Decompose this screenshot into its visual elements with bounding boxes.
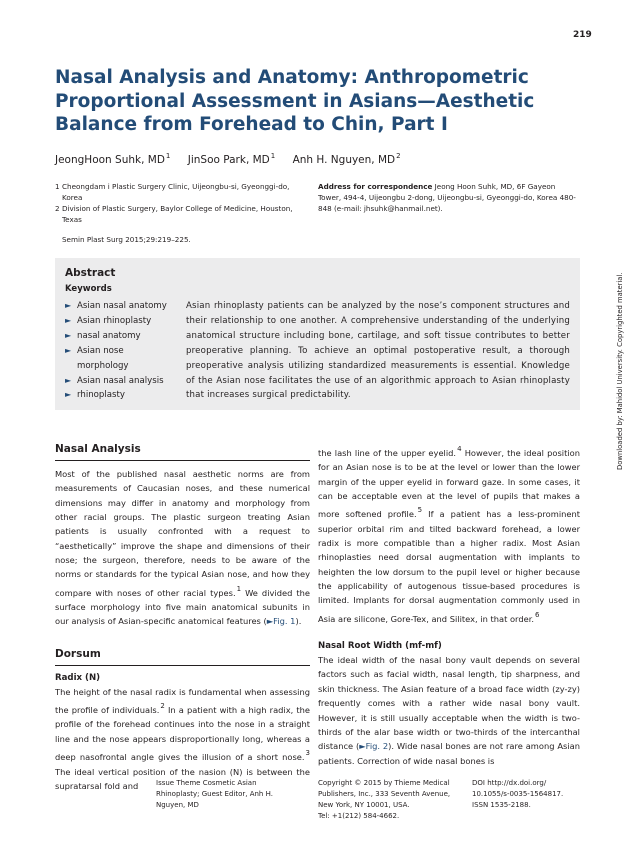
arrow-icon: ► <box>65 330 72 340</box>
footer-issue-info <box>156 778 296 811</box>
text-run: We divided the surface morphology into five main anatomical subunits in our analysis of Asian-specific anatomical features ( <box>55 587 310 627</box>
correspondence-text: Jeong Hoon Suhk, MD, 6F Gayeon Tower, 494-4, Uijeongbu 2-dong, Uijeongbu-si, Gyeonggi-do, Korea 480-848 (e-mail: jhsuhk@hanmail.net). <box>318 182 576 213</box>
section-heading-dorsum: Dorsum <box>55 647 101 660</box>
text-run: the lash line of the upper eyelid. <box>318 448 457 458</box>
keyword-item <box>65 344 177 374</box>
keyword-text: Asian nasal anatomy <box>77 301 167 311</box>
arrow-icon: ► <box>65 301 72 310</box>
citation: Semin Plast Surg 2015;29:219–225. <box>62 235 191 244</box>
text-run: ). Wide nasal bones are not rare among Asian patients. Correction of wide nasal bones is <box>318 741 580 766</box>
download-notice: Downloaded by: Mahidol University. Copyrighted material. <box>616 272 624 470</box>
footer-line: Tel: +1(212) 584-4662. <box>318 812 400 820</box>
author-name: JeongHoon Suhk, MD <box>55 154 165 166</box>
author <box>188 152 276 166</box>
section-divider <box>55 460 310 461</box>
text-run: The ideal width of the nasal bony vault depends on several factors such as facial width, nasal length, tip sharpness, and skin thickness. The Asian feature of a broad face width (zy-zy) frequently comes with a rather wide nasal bony vault. However, it is still usually acceptable when the width is two-thirds of the alar base width or two-thirds of the intercanthal distance ( <box>318 655 580 752</box>
text-run: ). <box>295 616 302 627</box>
footer-doi <box>472 778 582 811</box>
affiliation <box>55 181 305 203</box>
footer-line: ISSN 1535-2188. <box>472 801 531 809</box>
text-run: If a patient has a less-prominent superior orbital rim and tilted backward forehead, a lower radix is more compatible than a higher radix. Most Asian rhinoplasties need dorsal augmentation with implants to heighten the low dorsum to the pupil level or higher because the applicability of autogenous tissue-based procedures is limited. Implants for dorsal augmentation commonly used in Asia are silicone, Gore-Tex, and Silitex, in that order. <box>318 509 580 624</box>
keyword-item <box>65 329 177 344</box>
author <box>55 152 170 166</box>
article-title: Nasal Analysis and Anatomy: Anthropometric Proportional Assessment in Asians—Aesthetic Balance from Forehead to Chin, Part I <box>55 67 535 135</box>
text-run: Most of the published nasal aesthetic norms are from measurements of Caucasian noses, and these numerical dimensions may differ in anatomy and morphology from other racial groups. The plastic surgeon treating Asian patients is usually confronted with a request to “aesthetically” improve the shape and dimensions of their nose; the surgeon, therefore, needs to be aware of the norms or standards for the typical Asian nose, and how they compare with noses of other racial types. <box>55 469 310 598</box>
author-affiliation-mark: 1 <box>165 152 171 160</box>
affiliation-number: 2 <box>55 204 60 213</box>
text-run: However, the ideal position for an Asian nose is to be at the level or lower than the lower margin of the upper eyelid in forward gaze. In some cases, it can be acceptable even at the level of pupils that makes a more softened profile. <box>318 448 580 520</box>
footer-line: Nguyen, MD <box>156 801 199 809</box>
correspondence-label: Address for correspondence <box>318 182 433 191</box>
section-heading-nasal-analysis: Nasal Analysis <box>55 443 141 455</box>
keyword-text: Asian rhinoplasty <box>77 315 152 326</box>
right-column <box>318 442 580 768</box>
footer-line: Rhinoplasty; Guest Editor, Anh H. <box>156 790 273 798</box>
author <box>293 152 401 166</box>
abstract-text: Asian rhinoplasty patients can be analyzed by the nose’s component structures and their relationship to one another. A comprehensive understanding of the underlying anatomical structure including bone, cartilage, and soft tissue contributes to better preoperative planning. To achieve an optimal postoperative result, a thorough preoperative analysis utilizing standardized measurements is essential. Knowledge of the Asian nose facilitates the use of an algorithmic approach to Asian rhinoplasty that increases surgical predictability. <box>186 301 570 401</box>
footer-line: Copyright © 2015 by Thieme Medical <box>318 779 450 787</box>
subsection-heading-radix: Radix (N) <box>55 672 101 683</box>
subsection-heading-nasal-root-width: Nasal Root Width (mf-mf) <box>318 641 442 652</box>
arrow-icon: ► <box>65 375 72 385</box>
author-list <box>55 152 401 166</box>
keyword-text: Asian nose morphology <box>77 345 129 371</box>
text-run: The height of the nasal radix is fundamental when assessing the profile of individuals. <box>55 686 310 716</box>
keyword-item <box>65 314 177 329</box>
keyword-text: Asian nasal analysis <box>77 375 164 386</box>
text-run: In a patient with a high radix, the profile of the forehead continues into the nose in a straight line and the nose appears disproportionally long, whereas a deep nasofrontal angle gives the illusion of a short nose. <box>55 705 311 763</box>
keyword-text: nasal anatomy <box>77 330 141 341</box>
reference-mark: 4 <box>457 445 462 453</box>
correspondence-address <box>318 181 580 214</box>
keyword-list <box>65 299 177 403</box>
paragraph <box>55 467 310 629</box>
arrow-icon: ► <box>65 345 72 355</box>
keywords-heading: Keywords <box>65 284 112 294</box>
footer-copyright <box>318 778 458 822</box>
text-run: The ideal vertical position of the nasion (N) is between the supratarsal fold and <box>55 766 310 791</box>
footer-line: Issue Theme Cosmetic Asian <box>156 779 257 787</box>
keyword-item <box>65 374 177 389</box>
paragraph <box>55 685 310 793</box>
author-name: JinSoo Park, MD <box>187 154 270 166</box>
section-divider <box>55 665 310 666</box>
abstract-heading: Abstract <box>65 267 116 279</box>
footer-line: 10.1055/s-0035-1564817. <box>472 790 564 798</box>
reference-mark: 2 <box>160 702 165 711</box>
footer-line: Publishers, Inc., 333 Seventh Avenue, <box>318 790 451 798</box>
keyword-item <box>65 388 177 403</box>
affiliation-text: Cheongdam i Plastic Surgery Clinic, Uijeongbu-si, Gyeonggi-do, Korea <box>62 182 290 202</box>
affiliation-number: 1 <box>55 182 60 191</box>
reference-mark: 5 <box>417 506 423 515</box>
paragraph <box>318 653 580 768</box>
reference-mark: 3 <box>305 749 310 758</box>
page-number: 219 <box>573 30 592 40</box>
arrow-icon: ► <box>65 390 72 400</box>
author-affiliation-mark: 1 <box>270 152 276 160</box>
figure-link[interactable]: ►Fig. 2 <box>359 741 389 752</box>
figure-link[interactable]: ►Fig. 1 <box>266 616 296 627</box>
keyword-text: rhinoplasty <box>77 390 125 401</box>
keyword-item <box>65 299 177 314</box>
arrow-icon: ► <box>65 315 72 325</box>
affiliation <box>55 203 305 225</box>
reference-mark: 1 <box>236 584 242 593</box>
author-name: Anh H. Nguyen, MD <box>292 154 396 166</box>
footer-line: New York, NY 10001, USA. <box>318 801 410 809</box>
abstract-box <box>55 258 580 410</box>
author-affiliation-mark: 2 <box>396 152 401 160</box>
reference-mark: 6 <box>534 610 540 619</box>
paragraph <box>318 442 580 626</box>
footer-line: DOI http://dx.doi.org/ <box>472 779 547 787</box>
left-column <box>55 442 310 793</box>
affiliation-text: Division of Plastic Surgery, Baylor College of Medicine, Houston, Texas <box>62 204 293 224</box>
affiliations <box>55 181 305 225</box>
